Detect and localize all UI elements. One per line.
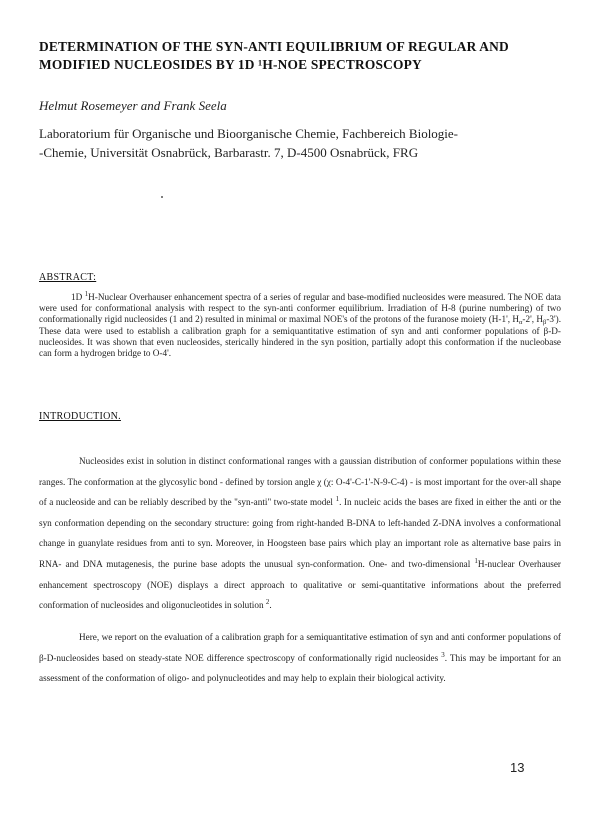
abstract-text-d: -3'). These data were used to establish a calibration graph for a semiquantitative estimation of syn and anti conformer populations of β-D-nucleosides. It was shown that even nucleosides, sterically hindered in the syn position, partially adopt this conformation if the nucleobase can form a hydrogen bridge to O-4'.	[39, 314, 561, 359]
intro-p2-text-a: Here, we report on the evaluation of a calibration graph for a semiquantitative estimation of syn and anti conformer populations of β-D-nucleosides based on steady-state NOE difference spectroscopy of conformationally rigid nucleosides	[39, 632, 561, 663]
abstract-sub-1: α	[519, 319, 523, 327]
page-number: 13	[510, 760, 525, 775]
abstract-heading: ABSTRACT:	[39, 272, 97, 283]
intro-p1-ref-1: 1	[335, 495, 340, 504]
abstract-sup-1: 1	[84, 290, 89, 298]
intro-p1-text-c: H-nuclear Overhauser enhancement spectroscopy (NOE) displays a direct approach to qualitative or semi-quantitative informations about the preferred conformation of nucleosides and oligonucleotides in solution	[39, 558, 561, 611]
abstract-paragraph	[39, 292, 561, 359]
intro-p1-ref-2: 2	[265, 598, 270, 607]
abstract-text-c: -2', H	[522, 314, 544, 325]
stray-mark	[161, 196, 163, 198]
intro-p1-text-b: . In nucleic acids the bases are fixed in either the anti or the syn conformation depending on the secondary structure: going from right-handed B-DNA to left-handed Z-DNA involves a conformational change in guanylate residues from anti to syn. Moreover, in Hoogsteen base pairs which play an important role as alternative base pairs in RNA- and DNA mutagenesis, the purine base adopts the unusual syn-conformation. One- and two-dimensional	[39, 497, 562, 569]
affiliation-line-1: Laboratorium für Organische und Bioorganische Chemie, Fachbereich Biologie-	[39, 126, 459, 141]
intro-p2-text-b: . This may be important for an assessment of the conformation of oligo- and polynucleotides and may help to explain their biological activity.	[39, 652, 561, 684]
paper-authors: Helmut Rosemeyer and Frank Seela	[39, 98, 227, 113]
affiliation-line-2: -Chemie, Universität Osnabrück, Barbarastr. 7, D-4500 Osnabrück, FRG	[39, 145, 419, 160]
paper-title: DETERMINATION OF THE SYN-ANTI EQUILIBRIUM OF REGULAR AND MODIFIED NUCLEOSIDES BY 1D ¹H-NOE SPECTROSCOPY	[39, 39, 509, 72]
abstract-text-b: H-Nuclear Overhauser enhancement spectra of a series of regular and base-modified nucleosides were measured. The NOE data were used for conformational analysis with respect to the syn-anti conformer equilibrium. Irradiation of H-8 (purine numbering) of two conformationally rigid nucleosides (1 and 2) resulted in minimal or maximal NOE's of the protons of the furanose moiety (H-1', H	[39, 292, 562, 325]
abstract-sub-2: β	[543, 319, 547, 327]
introduction-paragraph-1	[39, 451, 561, 616]
intro-p2-ref-3: 3	[441, 650, 445, 659]
introduction-heading: INTRODUCTION.	[39, 411, 121, 422]
introduction-paragraph-2	[39, 627, 561, 689]
intro-p1-text-d: .	[269, 600, 272, 611]
author-affiliation	[39, 124, 559, 162]
abstract-text-a: 1D	[71, 292, 85, 302]
intro-p1-sup-1h: 1	[474, 556, 478, 565]
intro-p1-text-a: Nucleosides exist in solution in distinct conformational ranges with a gaussian distribution of conformer populations within these ranges. The conformation at the glycosylic bond - defined by torsion angle χ (χ: O-4'-C-1'-N-9-C-4) - is most important for the over-all shape of a nucleoside and can be reliably described by the "syn-anti" two-state model	[39, 456, 561, 508]
